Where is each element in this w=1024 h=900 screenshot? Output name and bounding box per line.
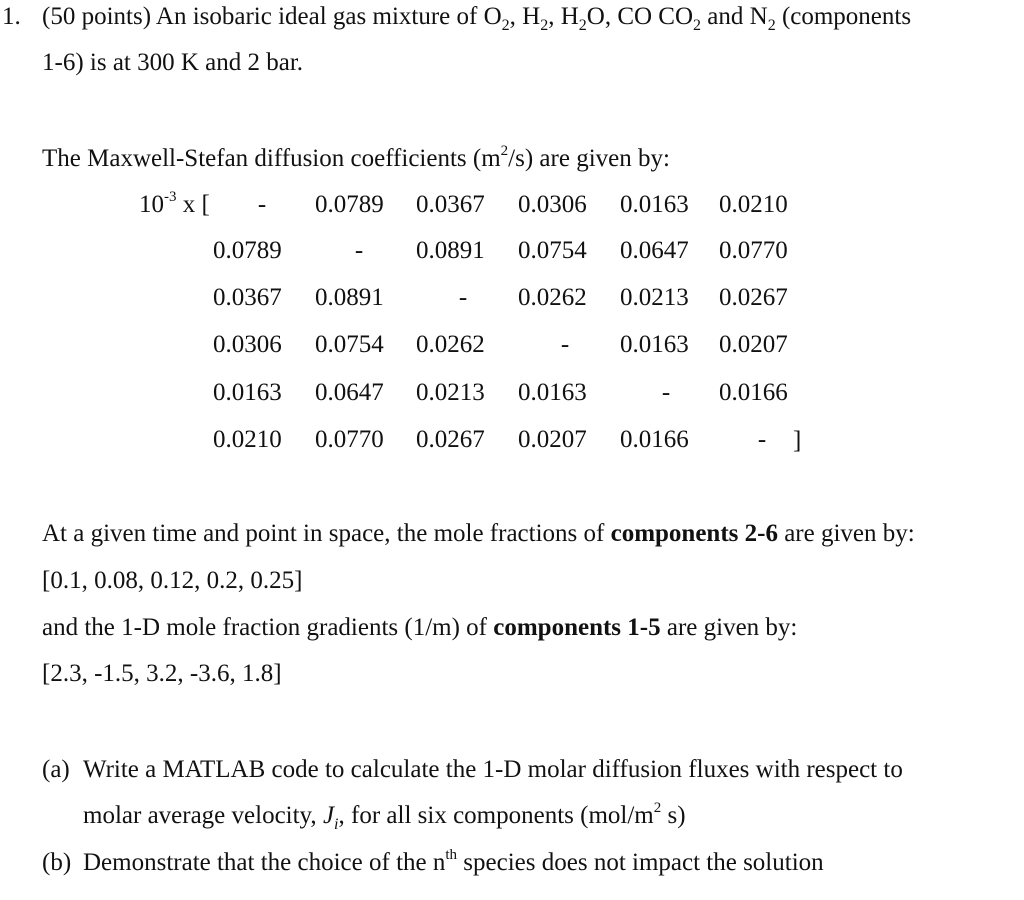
matrix-cell: 0.0754 <box>315 331 384 358</box>
matrix-cell: 0.0262 <box>416 331 485 358</box>
matrix-cell: 0.0367 <box>213 284 282 311</box>
matrix-cell: 0.0163 <box>620 331 689 358</box>
matrix-cell: 0.0213 <box>416 379 485 406</box>
problem-number: 1. <box>2 3 21 30</box>
matrix-cell: 0.0207 <box>518 426 587 453</box>
matrix-prefix: $10^{-3}$ x [ <box>139 189 210 218</box>
matrix-cell: 0.0163 <box>518 379 587 406</box>
matrix-cell: - <box>257 191 267 218</box>
matrix-cell: 0.0306 <box>213 331 282 358</box>
matrix-cell: 0.0891 <box>416 237 485 264</box>
matrix-cell: 0.0163 <box>213 379 282 406</box>
matrix-cell: 0.0210 <box>213 426 282 453</box>
matrix-cell: 0.0163 <box>620 191 689 218</box>
matrix-cell: 0.0367 <box>416 191 485 218</box>
matrix-cell: 0.0213 <box>620 284 689 311</box>
matrix-cell: - <box>757 426 767 453</box>
matrix-cell: 0.0166 <box>620 426 689 453</box>
matrix-cell: 0.0306 <box>518 191 587 218</box>
matrix-close-bracket: ] <box>793 427 802 454</box>
mole-fractions-values: [0.1, 0.08, 0.12, 0.2, 0.25] <box>42 567 303 594</box>
part-a-label: (a) <box>42 756 70 783</box>
matrix-cell: - <box>458 284 468 311</box>
part-b-label: (b) <box>42 849 72 876</box>
problem-line-1: (50 points) An isobaric ideal gas mixture of $O_2$, $H_2$, $H_2O$, CO $CO_2$ and $N_2$ (components <box>42 3 912 34</box>
matrix-cell: 0.0207 <box>719 331 788 358</box>
mole-fractions-text: At a given time and point in space, the mole fractions of components 2-6 are given by: <box>42 520 915 547</box>
matrix-cell: 0.0770 <box>719 237 788 264</box>
matrix-cell: 0.0267 <box>416 426 485 453</box>
matrix-cell: 0.0770 <box>315 426 384 453</box>
problem-line-2: 1-6) is at 300 K and 2 bar. <box>42 49 304 76</box>
part-a-line-1: Write a MATLAB code to calculate the 1-D molar diffusion fluxes with respect to <box>83 756 903 783</box>
part-b-text: Demonstrate that the choice of the $n^{th}$ species does not impact the solution <box>83 847 824 876</box>
matrix-cell: 0.0166 <box>719 379 788 406</box>
matrix-cell: 0.0789 <box>315 191 384 218</box>
matrix-cell: 0.0210 <box>719 191 788 218</box>
matrix-cell: 0.0262 <box>518 284 587 311</box>
gradients-text: and the 1-D mole fraction gradients (1/m) of components 1-5 are given by: <box>42 614 798 641</box>
matrix-cell: - <box>560 331 570 358</box>
matrix-cell: - <box>661 379 671 406</box>
matrix-cell: - <box>354 237 364 264</box>
part-a-line-2: molar average velocity, $J_i$, for all six components ($mol/m^2$ s) <box>83 800 686 833</box>
matrix-cell: 0.0891 <box>315 284 384 311</box>
matrix-cell: 0.0647 <box>315 379 384 406</box>
matrix-cell: 0.0789 <box>213 237 282 264</box>
matrix-cell: 0.0267 <box>719 284 788 311</box>
matrix-cell: 0.0754 <box>518 237 587 264</box>
matrix-cell: 0.0647 <box>620 237 689 264</box>
coefficients-intro: The Maxwell-Stefan diffusion coefficients $(m^2/s)$ are given by: <box>42 143 670 172</box>
gradients-values: [2.3, -1.5, 3.2, -3.6, 1.8] <box>42 660 282 687</box>
